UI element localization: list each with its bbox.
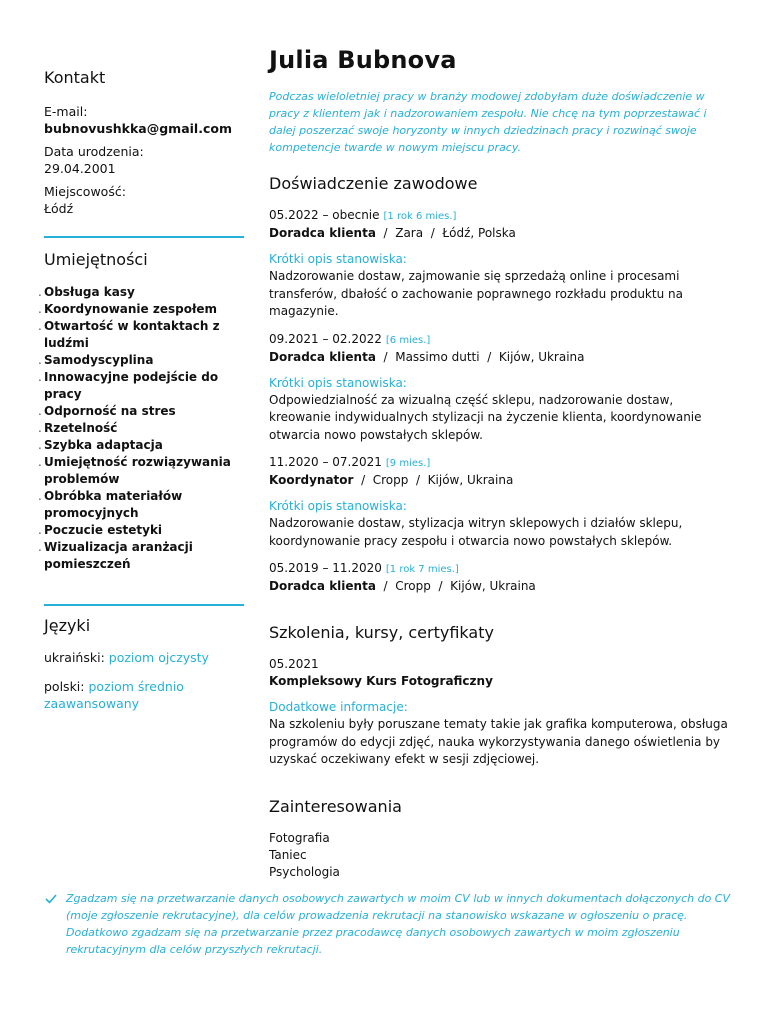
job-role xyxy=(269,225,729,242)
email-label: E-mail: xyxy=(44,104,88,119)
interests-list xyxy=(269,830,729,881)
skill-item: . Szybka adaptacja xyxy=(44,437,244,454)
interests-heading: Zainteresowania xyxy=(269,796,402,816)
interest-item: Fotografia xyxy=(269,830,330,845)
job-entry xyxy=(269,207,729,321)
job-duration: [9 mies.] xyxy=(385,458,431,469)
language-name: ukraiński: xyxy=(44,650,105,665)
training-heading: Szkolenia, kursy, certyfikaty xyxy=(269,623,494,642)
job-desc-label: Krótki opis stanowiska: xyxy=(269,252,407,266)
skill-item: . Otwartość w kontaktach z ludźmi xyxy=(44,318,244,352)
job-dates: 09.2021 – 02.2022 [6 mies.] xyxy=(269,331,431,346)
job-dates: 05.2022 – obecnie [1 rok 6 mies.] xyxy=(269,208,457,222)
skill-item: . Odporność na stres xyxy=(44,403,244,420)
job-entry xyxy=(269,560,729,595)
skill-item: . Poczucie estetyki xyxy=(44,522,244,539)
job-role xyxy=(269,472,729,489)
training-info: Na szkoleniu były poruszane tematy takie jak grafika komputerowa, obsługa programów do edycji zdjęć, nauka wykorzystywania danego oświetlenia by uzyskać oczekiwany efekt w sesji zdjęciowej. xyxy=(269,717,728,766)
job-description: Nadzorowanie dostaw, stylizacja witryn sklepowych i działów sklepu, koordynowanie pracy zespołu i otwarcia nowo powstałych sklepów. xyxy=(269,516,683,548)
main-content xyxy=(269,46,729,881)
job-duration: [1 rok 7 mies.] xyxy=(385,564,459,575)
job-title: Koordynator xyxy=(269,473,354,487)
job-title: Doradca klienta xyxy=(269,579,376,593)
training-date: 05.2021 xyxy=(269,657,319,671)
contact-heading: Kontakt xyxy=(44,68,106,87)
gdpr-consent xyxy=(44,890,734,958)
skill-item: . Obróbka materiałów promocyjnych xyxy=(44,488,244,522)
job-details: / Cropp / Kijów, Ukraina xyxy=(353,473,514,487)
skill-item: . Obsługa kasy xyxy=(44,284,244,301)
job-title: Doradca klienta xyxy=(269,349,376,364)
language-name: polski: xyxy=(44,679,85,694)
job-dates: 05.2019 – 11.2020 [1 rok 7 mies.] xyxy=(269,561,459,575)
job-details: / Zara / Łódź, Polska xyxy=(375,226,516,240)
interest-item: Psychologia xyxy=(269,864,340,879)
interest-item: Taniec xyxy=(269,847,307,862)
language-item xyxy=(44,678,244,712)
sidebar-divider xyxy=(44,236,244,238)
job-desc-label: Krótki opis stanowiska: xyxy=(269,499,407,513)
languages-heading: Języki xyxy=(44,616,91,635)
job-dates: 11.2020 – 07.2021 [9 mies.] xyxy=(269,455,431,469)
skill-item: . Wizualizacja aranżacji pomieszczeń xyxy=(44,539,244,573)
job-details: / Massimo dutti / Kijów, Ukraina xyxy=(375,349,585,364)
job-title: Doradca klienta xyxy=(269,226,376,240)
job-duration: [6 mies.] xyxy=(385,334,431,346)
job-duration: [1 rok 6 mies.] xyxy=(383,211,457,222)
experience-heading: Doświadczenie zawodowe xyxy=(269,174,478,193)
skills-heading: Umiejętności xyxy=(44,250,148,269)
job-entry xyxy=(269,454,729,550)
city-label: Miejscowość: xyxy=(44,184,126,199)
email-value[interactable]: bubnovushkka@gmail.com xyxy=(44,121,232,136)
language-level: poziom ojczysty xyxy=(108,650,209,665)
job-role xyxy=(269,349,729,366)
training-entry xyxy=(269,656,729,769)
language-level: poziom średnio zaawansowany xyxy=(44,679,184,711)
skill-item: . Koordynowanie zespołem xyxy=(44,301,244,318)
skills-list xyxy=(44,284,244,573)
sidebar xyxy=(44,68,244,724)
training-title: Kompleksowy Kurs Fotograficzny xyxy=(269,674,493,688)
sidebar-divider xyxy=(44,604,244,606)
skill-item: . Rzetelność xyxy=(44,420,244,437)
job-description: Odpowiedzialność za wizualną część sklepu, nadzorowanie dostaw, kreowanie indywidualnych stylizacji na życzenie klienta, koordynowanie otwarcia nowo powstałych sklepów. xyxy=(269,392,702,442)
job-details: / Cropp / Kijów, Ukraina xyxy=(375,579,536,593)
city-value: Łódź xyxy=(44,201,74,216)
consent-text: Zgadzam się na przetwarzanie danych osobowych zawartych w moim CV lub w innych dokumentach dołączonych do CV (moje zgłoszenie rekrutacyjne), dla celów prowadzenia rekrutacji na stanowisko wskazane w ogłoszeniu o pracę. Dodatkowo zgadzam się na przetwarzanie przez pracodawcę danych osobowych zawartych w moim zgłoszeniu rekrutacyjnym dla celów przyszłych rekrutacji. xyxy=(66,892,731,956)
skill-item: . Umiejętność rozwiązywania problemów xyxy=(44,454,244,488)
job-description: Nadzorowanie dostaw, zajmowanie się sprzedażą online i procesami transferów, dbałość o zachowanie poprawnego rozkładu produktu na magazynie. xyxy=(269,269,683,318)
training-info-label: Dodatkowe informacje: xyxy=(269,700,408,714)
job-role xyxy=(269,578,729,595)
person-name: Julia Bubnova xyxy=(269,46,457,74)
birth-value: 29.04.2001 xyxy=(44,161,116,176)
job-desc-label: Krótki opis stanowiska: xyxy=(269,375,407,390)
job-entry xyxy=(269,331,729,445)
check-icon xyxy=(44,890,66,958)
language-item xyxy=(44,649,244,666)
skill-item: . Innowacyjne podejście do pracy xyxy=(44,369,244,403)
summary: Podczas wieloletniej pracy w branży modowej zdobyłam duże doświadczenie w pracy z klientem jak i nadzorowaniem zespołu. Nie chcę na tym poprzestawać i dalej poszerzać swoje horyzonty w innych dziedzinach pracy i rozwinąć swoje kompetencje twarde w nowym miejscu pracy. xyxy=(269,90,707,154)
birth-label: Data urodzenia: xyxy=(44,144,144,159)
skill-item: . Samodyscyplina xyxy=(44,352,244,369)
